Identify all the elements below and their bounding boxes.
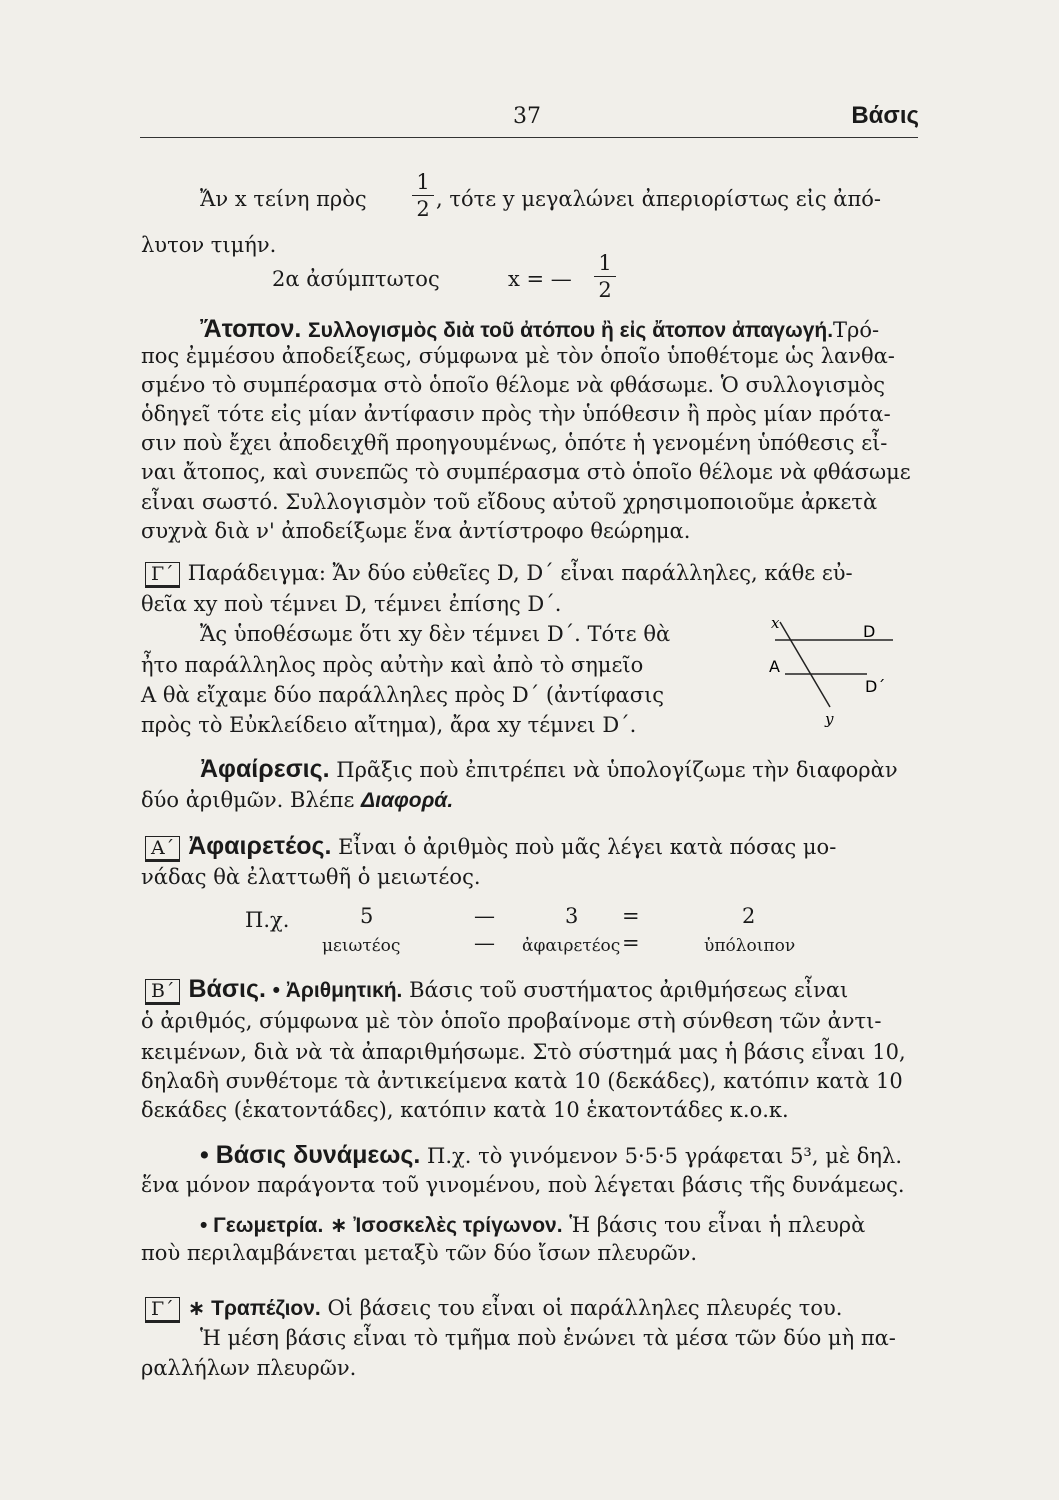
- geometria-title: • Γεωμετρία.: [200, 1214, 324, 1237]
- afairesis-title: Ἀφαίρεσις.: [200, 755, 330, 783]
- afaireteos-title: Ἀφαιρετέος.: [188, 832, 332, 860]
- label-x: x: [771, 614, 780, 632]
- afairesis-line-1: Ἀφαίρεσις. Πρᾶξις ποὺ ἐπιτρέπει νὰ ὑπολογίζωμε τὴν διαφορὰν: [200, 755, 898, 783]
- running-head: Βάσις: [851, 102, 919, 129]
- asymptote-label: 2α ἀσύμπτωτος: [272, 267, 440, 291]
- limit-line-2: λυτον τιμήν.: [141, 233, 277, 257]
- atopon-line: πος ἐμμέσου ἀποδείξεως, σύμφωνα μὲ τὸν ὁποῖο ὑποθέτομε ὡς λανθα-: [141, 344, 895, 368]
- subtraction-operator: —: [474, 931, 495, 955]
- geometria-line-2: ποὺ περιλαμβάνεται μεταξὺ τῶν δύο ἴσων πλευρῶν.: [141, 1241, 698, 1265]
- vasis-title: Βάσις.: [188, 975, 266, 1003]
- asymptote-fraction: 1 2: [594, 251, 616, 302]
- vasis-line-1: Β΄ Βάσις. • Ἀριθμητική. Βάσις τοῦ συστήματος ἀριθμήσεως εἶναι: [145, 976, 848, 1005]
- level-tag: Γ΄: [145, 562, 180, 588]
- vasis-subtitle: • Ἀριθμητική.: [272, 979, 403, 1002]
- parallel-lines-figure: [725, 612, 895, 732]
- example-proof-line: πρὸς τὸ Εὐκλείδειο αἴτημα), ἄρα xy τέμνει D΄.: [141, 713, 637, 737]
- afaireteos-line-1: Α΄ Ἀφαιρετέος. Εἶναι ὁ ἀριθμὸς ποὺ μᾶς λέγει κατὰ πόσας μο-: [145, 833, 836, 862]
- atopon-heading-line: Ἄτοπον. Συλλογισμὸς διὰ τοῦ ἀτόπου ἢ εἰς ἄτοπον ἀπαγωγή.Τρό-: [200, 315, 880, 343]
- vasis-line: κειμένων, διὰ νὰ τὰ ἀπαριθμήσωμε. Στὸ σύστημά μας ἡ βάσις εἶναι 10,: [141, 1040, 906, 1064]
- subtraction-value: 2: [742, 904, 756, 928]
- limit-line-1-rest: , τότε y μεγαλώνει ἀπεριορίστως εἰς ἀπό-: [436, 187, 882, 211]
- afaireteos-line-2: νάδας θὰ ἐλαττωθῆ ὁ μειωτέος.: [141, 865, 481, 889]
- example-line-1: Γ΄ Παράδειγμα: Ἄν δύο εὐθεῖες D, D΄ εἶναι παράλληλες, κάθε εὐ-: [145, 560, 853, 588]
- label-y: y: [825, 710, 834, 728]
- atopon-line: εἶναι σωστό. Συλλογισμὸν τοῦ εἴδους αὐτοῦ χρησιμοποιοῦμε ἀρκετὰ: [141, 490, 878, 514]
- atopon-line: σμένο τὸ συμπέρασμα στὸ ὁποῖο θέλομε νὰ φθάσωμε. Ὁ συλλογισμὸς: [141, 373, 886, 397]
- atopon-subtitle: Συλλογισμὸς διὰ τοῦ ἀτόπου ἢ εἰς ἄτοπον ἀπαγωγή.: [308, 319, 834, 342]
- example-proof-line: A θὰ εἴχαμε δύο παράλληλες πρὸς D΄ (ἀντίφασις: [141, 683, 665, 707]
- label-D-prime: D΄: [865, 677, 886, 696]
- subtraction-operator: =: [622, 904, 640, 928]
- subtraction-operator: —: [474, 904, 495, 928]
- level-tag: Β΄: [145, 979, 180, 1005]
- dynameos-line-1: • Βάσις δυνάμεως. Π.χ. τὸ γινόμενον 5·5·5 γράφεται 5³, μὲ δηλ.: [200, 1141, 902, 1169]
- label-A: A: [769, 657, 780, 676]
- example-proof-line: Ἄς ὑποθέσωμε ὅτι xy δὲν τέμνει D΄. Τότε θὰ: [200, 622, 671, 646]
- example-proof-line: ἦτο παράλληλος πρὸς αὐτὴν καὶ ἀπὸ τὸ σημεῖο: [141, 653, 644, 677]
- subtraction-value: 3: [565, 904, 579, 928]
- subtraction-value: 5: [360, 904, 374, 928]
- level-tag: Α΄: [145, 836, 180, 862]
- dynameos-title: • Βάσις δυνάμεως.: [200, 1141, 421, 1169]
- example-label: Π.χ.: [245, 908, 290, 932]
- limit-line-1: Ἄν x τείνη πρὸς: [200, 187, 367, 211]
- example-line-2: θεῖα xy ποὺ τέμνει D, τέμνει ἐπίσης D΄.: [141, 592, 562, 616]
- line-xy: [780, 622, 830, 707]
- afairesis-line-2: δύο ἀριθμῶν. Βλέπε Διαφορά.: [141, 788, 454, 812]
- dynameos-line-2: ἕνα μόνον παράγοντα τοῦ γινομένου, ποὺ λέγεται βάσις τῆς δυνάμεως.: [141, 1173, 905, 1197]
- label-D: D: [863, 622, 876, 641]
- subtraction-name: ὑπόλοιπον: [704, 936, 796, 956]
- trapezion-line-1: Γ΄ ∗ Τραπέζιον. Οἱ βάσεις του εἶναι οἱ παράλληλες πλευρές του.: [145, 1295, 842, 1323]
- asymptote-equation: x = —: [508, 267, 572, 291]
- level-tag: Γ΄: [145, 1297, 180, 1323]
- fraction-numerator: 1: [416, 170, 430, 194]
- trapezion-line-3: ραλλήλων πλευρῶν.: [141, 1356, 357, 1380]
- page-number: 37: [513, 104, 541, 129]
- atopon-line: ναι ἄτοπος, καὶ συνεπῶς τὸ συμπέρασμα στὸ ὁποῖο θέλομε νὰ φθάσωμε: [141, 460, 911, 484]
- geometria-line-1: • Γεωμετρία. ∗ Ἰσοσκελὲς τρίγωνον. Ἡ βάσις του εἶναι ἡ πλευρὰ: [200, 1213, 866, 1237]
- vasis-line: ὁ ἀριθμός, σύμφωνα μὲ τὸν ὁποῖο προβαίνομε στὴ σύνθεση τῶν ἀντι-: [141, 1009, 882, 1033]
- trapezion-line-2: Ἡ μέση βάσις εἶναι τὸ τμῆμα ποὺ ἑνώνει τὰ μέσα τῶν δύο μὴ πα-: [200, 1326, 896, 1350]
- atopon-line: ὁδηγεῖ τότε εἰς μίαν ἀντίφασιν πρὸς τὴν ὑπόθεσιν ἢ πρὸς μίαν πρότα-: [141, 402, 891, 426]
- subtraction-name: ἀφαιρετέος: [522, 936, 621, 956]
- fraction-denominator: 2: [416, 197, 430, 221]
- atopon-line: συχνὰ διὰ ν' ἀποδείξωμε ἕνα ἀντίστροφο θεώρημα.: [141, 519, 691, 543]
- atopon-line: σιν ποὺ ἔχει ἀποδειχθῆ προηγουμένως, ὁπότε ἡ γενομένη ὑπόθεσις εἶ-: [141, 431, 888, 455]
- see-link[interactable]: Διαφορά.: [361, 789, 454, 812]
- subtraction-name: μειωτέος: [322, 936, 401, 956]
- trapezion-title: ∗ Τραπέζιον.: [187, 1297, 321, 1320]
- vasis-line: δηλαδὴ συνθέτομε τὰ ἀντικείμενα κατὰ 10 (δεκάδες), κατόπιν κατὰ 10: [141, 1069, 903, 1093]
- atopon-title: Ἄτοπον.: [200, 315, 302, 343]
- subtraction-operator: =: [622, 931, 640, 955]
- header-rule: [140, 137, 918, 138]
- vasis-line: δεκάδες (ἑκατοντάδες), κατόπιν κατὰ 10 ἑκατοντάδες κ.ο.κ.: [141, 1098, 789, 1122]
- limit-fraction: [412, 170, 434, 221]
- isosceles-subtitle: ∗ Ἰσοσκελὲς τρίγωνον.: [329, 1214, 563, 1237]
